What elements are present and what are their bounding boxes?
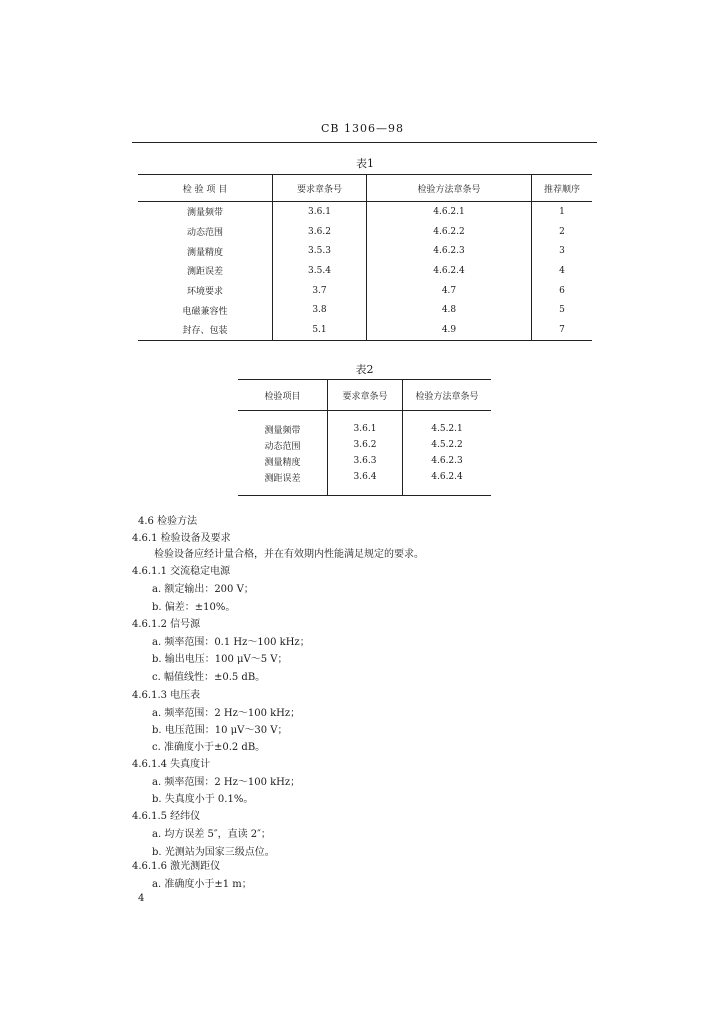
body-line: 检验设备应经计量合格，并在有效期内性能满足规定的要求。: [154, 549, 424, 560]
table2-cell: 4.6.2.4: [431, 472, 463, 482]
body-line: c. 准确度小于±0.2 dB。: [152, 742, 266, 753]
section-heading: 4.6.1.6 激光测距仪: [132, 861, 221, 872]
body-line: a. 均方误差 5″，直读 2″；: [152, 829, 271, 840]
table2-cell: 4.5.2.2: [431, 440, 463, 450]
table2-header-cell: 检验项目: [238, 380, 328, 411]
table1-cell: 3.8: [273, 300, 367, 320]
table1-cell: 7: [559, 324, 565, 335]
table2-cell: 3.6.4: [328, 469, 403, 496]
table1-cell: 4.6.2.3: [367, 241, 532, 261]
table1-header-cell: 要求章条号: [273, 175, 367, 202]
section-heading: 4.6.1 检验设备及要求: [132, 533, 231, 544]
table2-header-cell: 检验方法章条号: [403, 380, 492, 411]
table1-cell: 测距误差: [138, 261, 273, 281]
body-line: a. 频率范围：0.1 Hz～100 kHz；: [152, 637, 310, 648]
table2-cell: 测量频带: [238, 411, 328, 438]
body-line: a. 额定输出：200 V；: [152, 584, 254, 595]
body-line: a. 准确度小于±1 m；: [152, 879, 252, 890]
section-heading: 4.6.1.2 信号源: [132, 619, 201, 630]
table1-cell: 3.7: [273, 281, 367, 301]
table1-cell: 6: [559, 285, 565, 296]
section-heading: 4.6.1.1 交流稳定电源: [132, 566, 231, 577]
standard-code: CB 1306—98: [321, 122, 404, 135]
table2-cell: 3.6.2: [328, 437, 403, 453]
table1-cell: 测量精度: [138, 241, 273, 261]
body-line: b. 偏差：±10%。: [152, 602, 236, 613]
table1-cell: 3.6.1: [273, 202, 367, 222]
section-heading: 4.6.1.3 电压表: [132, 690, 201, 701]
body-line: b. 失真度小于 0.1%。: [152, 794, 254, 805]
table2-cell: 测距误差: [238, 469, 328, 496]
table1-cell: 3: [559, 246, 565, 257]
body-line: a. 频率范围：2 Hz～100 kHz；: [152, 777, 301, 788]
table1-cell: 1: [559, 206, 565, 217]
table2-cell: 4.6.2.3: [431, 456, 463, 466]
table1-cell: 4: [559, 265, 565, 276]
table1-cell: 4.6.2.4: [367, 261, 532, 281]
body-line: b. 电压范围：10 μV～30 V；: [152, 725, 288, 736]
table1-header-cell: 检 验 项 目: [138, 175, 273, 202]
body-line: c. 幅值线性：±0.5 dB。: [152, 672, 266, 683]
table1-cell: 5.1: [273, 320, 367, 340]
section-heading: 4.6.1.5 经纬仪: [132, 811, 201, 822]
page-number: 4: [138, 893, 145, 904]
table2-cell: 测量精度: [238, 453, 328, 469]
section-heading: 4.6.1.4 失真度计: [132, 759, 211, 770]
table1-cell: 5: [559, 305, 565, 316]
table1-header-cell: 检验方法章条号: [367, 175, 532, 202]
body-line: a. 频率范围：2 Hz～100 kHz；: [152, 708, 301, 719]
table1-cell: 3.6.2: [273, 222, 367, 242]
table1-cell: 4.7: [367, 281, 532, 301]
table1-cell: 2: [559, 226, 565, 237]
table1-cell: 3.5.3: [273, 241, 367, 261]
table2-caption: 表2: [355, 363, 374, 376]
table1-header-cell: 推荐顺序: [532, 175, 593, 202]
table1-cell: 测量频带: [138, 202, 273, 222]
table1-cell: 4.6.2.1: [367, 202, 532, 222]
table1-cell: 封存、包装: [138, 320, 273, 340]
table2-cell: 4.5.2.1: [431, 424, 463, 434]
section-heading: 4.6 检验方法: [138, 516, 198, 527]
table1-cell: 4.9: [367, 320, 532, 340]
body-line: b. 输出电压：100 μV～5 V；: [152, 654, 288, 665]
table2-cell: 3.6.1: [328, 411, 403, 438]
table1-cell: 4.6.2.2: [367, 222, 532, 242]
table1-cell: 3.5.4: [273, 261, 367, 281]
table2-header-cell: 要求章条号: [328, 380, 403, 411]
table1-caption: 表1: [356, 157, 374, 170]
table1-cell: 4.8: [367, 300, 532, 320]
table1-cell: 动态范围: [138, 222, 273, 242]
table2-cell: 3.6.3: [328, 453, 403, 469]
body-line: b. 光测站为国家三级点位。: [152, 847, 275, 858]
table1-cell: 电磁兼容性: [138, 300, 273, 320]
table1-cell: 环境要求: [138, 281, 273, 301]
table2-cell: 动态范围: [238, 437, 328, 453]
